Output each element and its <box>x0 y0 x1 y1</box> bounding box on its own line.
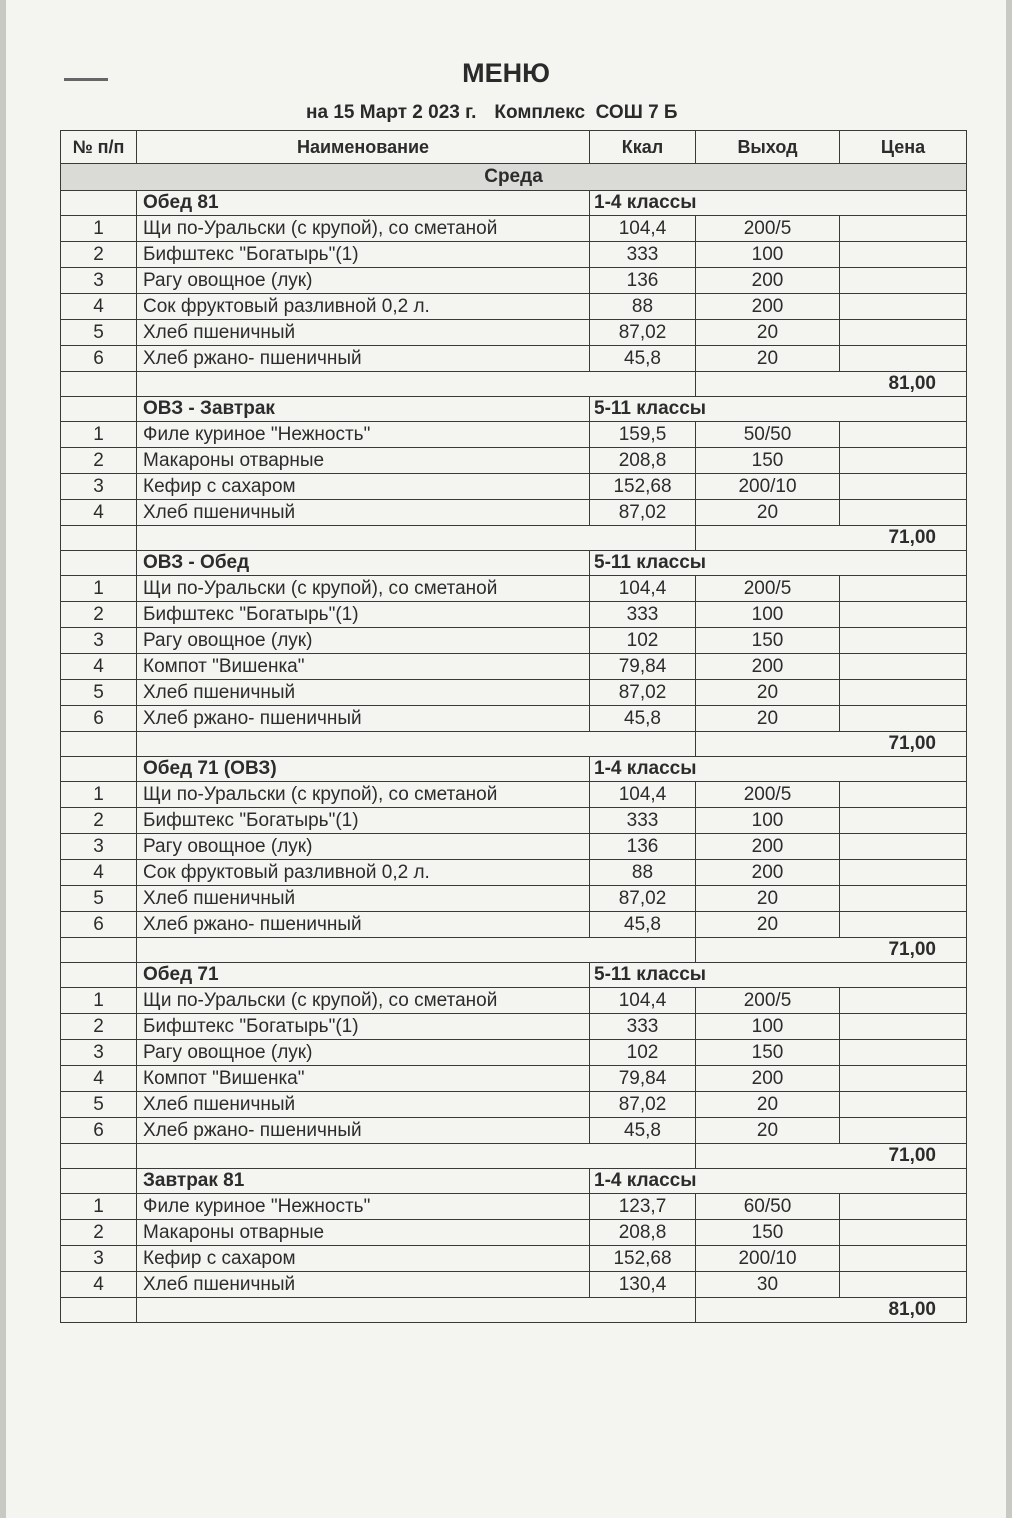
item-kcal: 333 <box>590 242 696 268</box>
section-group: 1-4 классы <box>590 191 967 216</box>
header-name: Наименование <box>137 131 590 164</box>
total-empty-name <box>137 938 696 963</box>
item-name: Макароны отварные <box>137 1220 590 1246</box>
section-group: 5-11 классы <box>590 963 967 988</box>
item-name: Хлеб пшеничный <box>137 886 590 912</box>
section-header <box>61 551 967 576</box>
item-price <box>840 602 967 628</box>
item-number: 1 <box>61 422 137 448</box>
item-number: 3 <box>61 268 137 294</box>
section-num-cell <box>61 757 137 782</box>
item-number: 1 <box>61 782 137 808</box>
total-empty-name <box>137 732 696 757</box>
table-row <box>61 1194 967 1220</box>
table-row <box>61 1040 967 1066</box>
item-price <box>840 1066 967 1092</box>
item-number: 3 <box>61 628 137 654</box>
item-name: Рагу овощное (лук) <box>137 268 590 294</box>
header-output: Выход <box>696 131 840 164</box>
item-name: Хлеб ржано- пшеничный <box>137 706 590 732</box>
item-kcal: 87,02 <box>590 320 696 346</box>
item-output: 200 <box>696 1066 840 1092</box>
section-num-cell <box>61 191 137 216</box>
item-name: Щи по-Уральски (с крупой), со сметаной <box>137 576 590 602</box>
item-kcal: 130,4 <box>590 1272 696 1298</box>
menu-date: на 15 Март 2 023 г. <box>306 102 477 123</box>
item-kcal: 104,4 <box>590 782 696 808</box>
item-kcal: 152,68 <box>590 1246 696 1272</box>
section-group: 1-4 классы <box>590 757 967 782</box>
item-kcal: 104,4 <box>590 988 696 1014</box>
item-price <box>840 628 967 654</box>
item-kcal: 87,02 <box>590 1092 696 1118</box>
item-number: 1 <box>61 216 137 242</box>
item-price <box>840 680 967 706</box>
item-kcal: 79,84 <box>590 1066 696 1092</box>
item-number: 1 <box>61 576 137 602</box>
item-number: 5 <box>61 886 137 912</box>
item-price <box>840 500 967 526</box>
item-output: 200/5 <box>696 216 840 242</box>
menu-table <box>60 130 967 1323</box>
section-total-row <box>61 1144 967 1169</box>
item-name: Хлеб ржано- пшеничный <box>137 346 590 372</box>
item-output: 200 <box>696 834 840 860</box>
table-row <box>61 654 967 680</box>
item-output: 100 <box>696 242 840 268</box>
section-total-row <box>61 732 967 757</box>
item-name: Кефир с сахаром <box>137 474 590 500</box>
item-number: 4 <box>61 294 137 320</box>
total-empty-num <box>61 1298 137 1323</box>
total-empty-name <box>137 1144 696 1169</box>
item-number: 3 <box>61 1040 137 1066</box>
item-price <box>840 1118 967 1144</box>
item-name: Хлеб пшеничный <box>137 1092 590 1118</box>
item-number: 3 <box>61 474 137 500</box>
item-output: 150 <box>696 628 840 654</box>
item-name: Щи по-Уральски (с крупой), со сметаной <box>137 988 590 1014</box>
item-price <box>840 886 967 912</box>
item-name: Бифштекс "Богатырь"(1) <box>137 1014 590 1040</box>
table-row <box>61 782 967 808</box>
item-kcal: 79,84 <box>590 654 696 680</box>
item-output: 20 <box>696 1092 840 1118</box>
item-name: Компот "Вишенка" <box>137 654 590 680</box>
item-price <box>840 216 967 242</box>
item-kcal: 45,8 <box>590 706 696 732</box>
item-number: 6 <box>61 1118 137 1144</box>
section-group: 5-11 классы <box>590 551 967 576</box>
item-kcal: 136 <box>590 834 696 860</box>
item-output: 200 <box>696 294 840 320</box>
table-row <box>61 294 967 320</box>
table-row <box>61 1272 967 1298</box>
item-price <box>840 834 967 860</box>
item-price <box>840 706 967 732</box>
item-number: 2 <box>61 602 137 628</box>
item-name: Щи по-Уральски (с крупой), со сметаной <box>137 782 590 808</box>
item-name: Хлеб ржано- пшеничный <box>137 1118 590 1144</box>
item-output: 100 <box>696 808 840 834</box>
table-row <box>61 1066 967 1092</box>
item-kcal: 102 <box>590 628 696 654</box>
item-price <box>840 268 967 294</box>
item-output: 200 <box>696 654 840 680</box>
item-number: 6 <box>61 912 137 938</box>
section-num-cell <box>61 397 137 422</box>
item-output: 200/5 <box>696 576 840 602</box>
section-name: Обед 71 (ОВЗ) <box>137 757 590 782</box>
item-number: 5 <box>61 1092 137 1118</box>
item-price <box>840 1220 967 1246</box>
section-header <box>61 757 967 782</box>
section-total: 81,00 <box>696 372 967 397</box>
item-number: 4 <box>61 654 137 680</box>
item-name: Бифштекс "Богатырь"(1) <box>137 808 590 834</box>
item-kcal: 104,4 <box>590 576 696 602</box>
table-row <box>61 500 967 526</box>
item-kcal: 333 <box>590 602 696 628</box>
section-total: 71,00 <box>696 526 967 551</box>
item-name: Сок фруктовый разливной 0,2 л. <box>137 294 590 320</box>
section-total-row <box>61 938 967 963</box>
item-output: 20 <box>696 886 840 912</box>
section-num-cell <box>61 963 137 988</box>
section-total-row <box>61 526 967 551</box>
item-output: 150 <box>696 448 840 474</box>
section-header <box>61 191 967 216</box>
item-output: 20 <box>696 500 840 526</box>
table-row <box>61 808 967 834</box>
item-name: Рагу овощное (лук) <box>137 834 590 860</box>
menu-subtitle <box>306 102 678 124</box>
item-price <box>840 346 967 372</box>
item-name: Хлеб пшеничный <box>137 320 590 346</box>
item-output: 100 <box>696 1014 840 1040</box>
item-output: 20 <box>696 912 840 938</box>
total-empty-num <box>61 1144 137 1169</box>
item-output: 30 <box>696 1272 840 1298</box>
total-empty-num <box>61 526 137 551</box>
header-kcal: Ккал <box>590 131 696 164</box>
table-row <box>61 242 967 268</box>
day-row <box>61 164 967 191</box>
item-price <box>840 1092 967 1118</box>
page-title: МЕНЮ <box>462 58 550 88</box>
table-row <box>61 680 967 706</box>
section-name: ОВЗ - Обед <box>137 551 590 576</box>
item-name: Рагу овощное (лук) <box>137 1040 590 1066</box>
table-row <box>61 474 967 500</box>
item-number: 2 <box>61 808 137 834</box>
table-row <box>61 448 967 474</box>
item-price <box>840 912 967 938</box>
item-output: 20 <box>696 680 840 706</box>
table-row <box>61 628 967 654</box>
menu-sheet <box>6 0 1006 1518</box>
header-price: Цена <box>840 131 967 164</box>
item-kcal: 208,8 <box>590 448 696 474</box>
section-name: ОВЗ - Завтрак <box>137 397 590 422</box>
table-row <box>61 1014 967 1040</box>
item-name: Компот "Вишенка" <box>137 1066 590 1092</box>
section-name: Обед 81 <box>137 191 590 216</box>
item-kcal: 45,8 <box>590 912 696 938</box>
item-price <box>840 1272 967 1298</box>
section-header <box>61 397 967 422</box>
item-price <box>840 1194 967 1220</box>
item-number: 4 <box>61 1066 137 1092</box>
table-row <box>61 988 967 1014</box>
item-price <box>840 1246 967 1272</box>
section-total: 71,00 <box>696 938 967 963</box>
item-kcal: 87,02 <box>590 886 696 912</box>
item-name: Макароны отварные <box>137 448 590 474</box>
item-output: 200 <box>696 268 840 294</box>
section-group: 5-11 классы <box>590 397 967 422</box>
item-number: 4 <box>61 860 137 886</box>
item-price <box>840 782 967 808</box>
item-price <box>840 448 967 474</box>
item-name: Кефир с сахаром <box>137 1246 590 1272</box>
item-price <box>840 422 967 448</box>
header-row <box>61 131 967 164</box>
item-output: 50/50 <box>696 422 840 448</box>
item-kcal: 152,68 <box>590 474 696 500</box>
item-name: Бифштекс "Богатырь"(1) <box>137 602 590 628</box>
item-output: 150 <box>696 1040 840 1066</box>
item-number: 3 <box>61 834 137 860</box>
item-kcal: 159,5 <box>590 422 696 448</box>
table-row <box>61 706 967 732</box>
item-name: Хлеб ржано- пшеничный <box>137 912 590 938</box>
item-number: 6 <box>61 706 137 732</box>
total-empty-num <box>61 732 137 757</box>
table-row <box>61 834 967 860</box>
table-row <box>61 912 967 938</box>
item-name: Бифштекс "Богатырь"(1) <box>137 242 590 268</box>
item-price <box>840 654 967 680</box>
section-group: 1-4 классы <box>590 1169 967 1194</box>
item-name: Филе куриное "Нежность" <box>137 422 590 448</box>
item-price <box>840 808 967 834</box>
item-price <box>840 294 967 320</box>
item-number: 2 <box>61 1014 137 1040</box>
table-row <box>61 422 967 448</box>
item-kcal: 104,4 <box>590 216 696 242</box>
item-kcal: 87,02 <box>590 500 696 526</box>
item-number: 2 <box>61 1220 137 1246</box>
item-output: 20 <box>696 1118 840 1144</box>
section-total-row <box>61 1298 967 1323</box>
item-name: Филе куриное "Нежность" <box>137 1194 590 1220</box>
item-price <box>840 988 967 1014</box>
item-number: 5 <box>61 320 137 346</box>
item-output: 20 <box>696 346 840 372</box>
section-total-row <box>61 372 967 397</box>
item-number: 6 <box>61 346 137 372</box>
table-row <box>61 602 967 628</box>
table-row <box>61 268 967 294</box>
section-num-cell <box>61 551 137 576</box>
section-total: 81,00 <box>696 1298 967 1323</box>
table-row <box>61 576 967 602</box>
section-header <box>61 963 967 988</box>
item-output: 20 <box>696 320 840 346</box>
item-output: 100 <box>696 602 840 628</box>
item-output: 20 <box>696 706 840 732</box>
table-row <box>61 1220 967 1246</box>
item-kcal: 88 <box>590 860 696 886</box>
item-output: 200 <box>696 860 840 886</box>
item-number: 3 <box>61 1246 137 1272</box>
total-empty-name <box>137 372 696 397</box>
item-kcal: 45,8 <box>590 346 696 372</box>
item-kcal: 88 <box>590 294 696 320</box>
item-name: Хлеб пшеничный <box>137 680 590 706</box>
item-name: Щи по-Уральски (с крупой), со сметаной <box>137 216 590 242</box>
item-number: 2 <box>61 242 137 268</box>
table-row <box>61 216 967 242</box>
item-output: 200/5 <box>696 988 840 1014</box>
table-row <box>61 346 967 372</box>
day-label: Среда <box>61 164 967 191</box>
item-output: 200/10 <box>696 474 840 500</box>
item-price <box>840 1040 967 1066</box>
item-number: 1 <box>61 1194 137 1220</box>
item-number: 1 <box>61 988 137 1014</box>
item-output: 60/50 <box>696 1194 840 1220</box>
item-kcal: 102 <box>590 1040 696 1066</box>
table-row <box>61 1092 967 1118</box>
item-number: 2 <box>61 448 137 474</box>
item-price <box>840 320 967 346</box>
item-price <box>840 860 967 886</box>
item-number: 5 <box>61 680 137 706</box>
item-price <box>840 474 967 500</box>
item-kcal: 333 <box>590 808 696 834</box>
table-row <box>61 1246 967 1272</box>
item-name: Сок фруктовый разливной 0,2 л. <box>137 860 590 886</box>
item-name: Рагу овощное (лук) <box>137 628 590 654</box>
item-kcal: 87,02 <box>590 680 696 706</box>
item-name: Хлеб пшеничный <box>137 1272 590 1298</box>
total-empty-num <box>61 938 137 963</box>
section-total: 71,00 <box>696 1144 967 1169</box>
item-price <box>840 1014 967 1040</box>
section-num-cell <box>61 1169 137 1194</box>
table-row <box>61 1118 967 1144</box>
item-price <box>840 242 967 268</box>
section-name: Завтрак 81 <box>137 1169 590 1194</box>
item-output: 150 <box>696 1220 840 1246</box>
item-price <box>840 576 967 602</box>
item-output: 200/10 <box>696 1246 840 1272</box>
total-empty-name <box>137 1298 696 1323</box>
item-number: 4 <box>61 1272 137 1298</box>
item-kcal: 208,8 <box>590 1220 696 1246</box>
section-header <box>61 1169 967 1194</box>
section-name: Обед 71 <box>137 963 590 988</box>
menu-complex: Комплекс СОШ 7 Б <box>494 102 678 123</box>
item-kcal: 45,8 <box>590 1118 696 1144</box>
table-row <box>61 320 967 346</box>
section-total: 71,00 <box>696 732 967 757</box>
header-num: № п/п <box>61 131 137 164</box>
item-output: 200/5 <box>696 782 840 808</box>
item-kcal: 333 <box>590 1014 696 1040</box>
table-row <box>61 860 967 886</box>
item-number: 4 <box>61 500 137 526</box>
total-empty-name <box>137 526 696 551</box>
table-row <box>61 886 967 912</box>
item-kcal: 123,7 <box>590 1194 696 1220</box>
item-name: Хлеб пшеничный <box>137 500 590 526</box>
total-empty-num <box>61 372 137 397</box>
item-kcal: 136 <box>590 268 696 294</box>
